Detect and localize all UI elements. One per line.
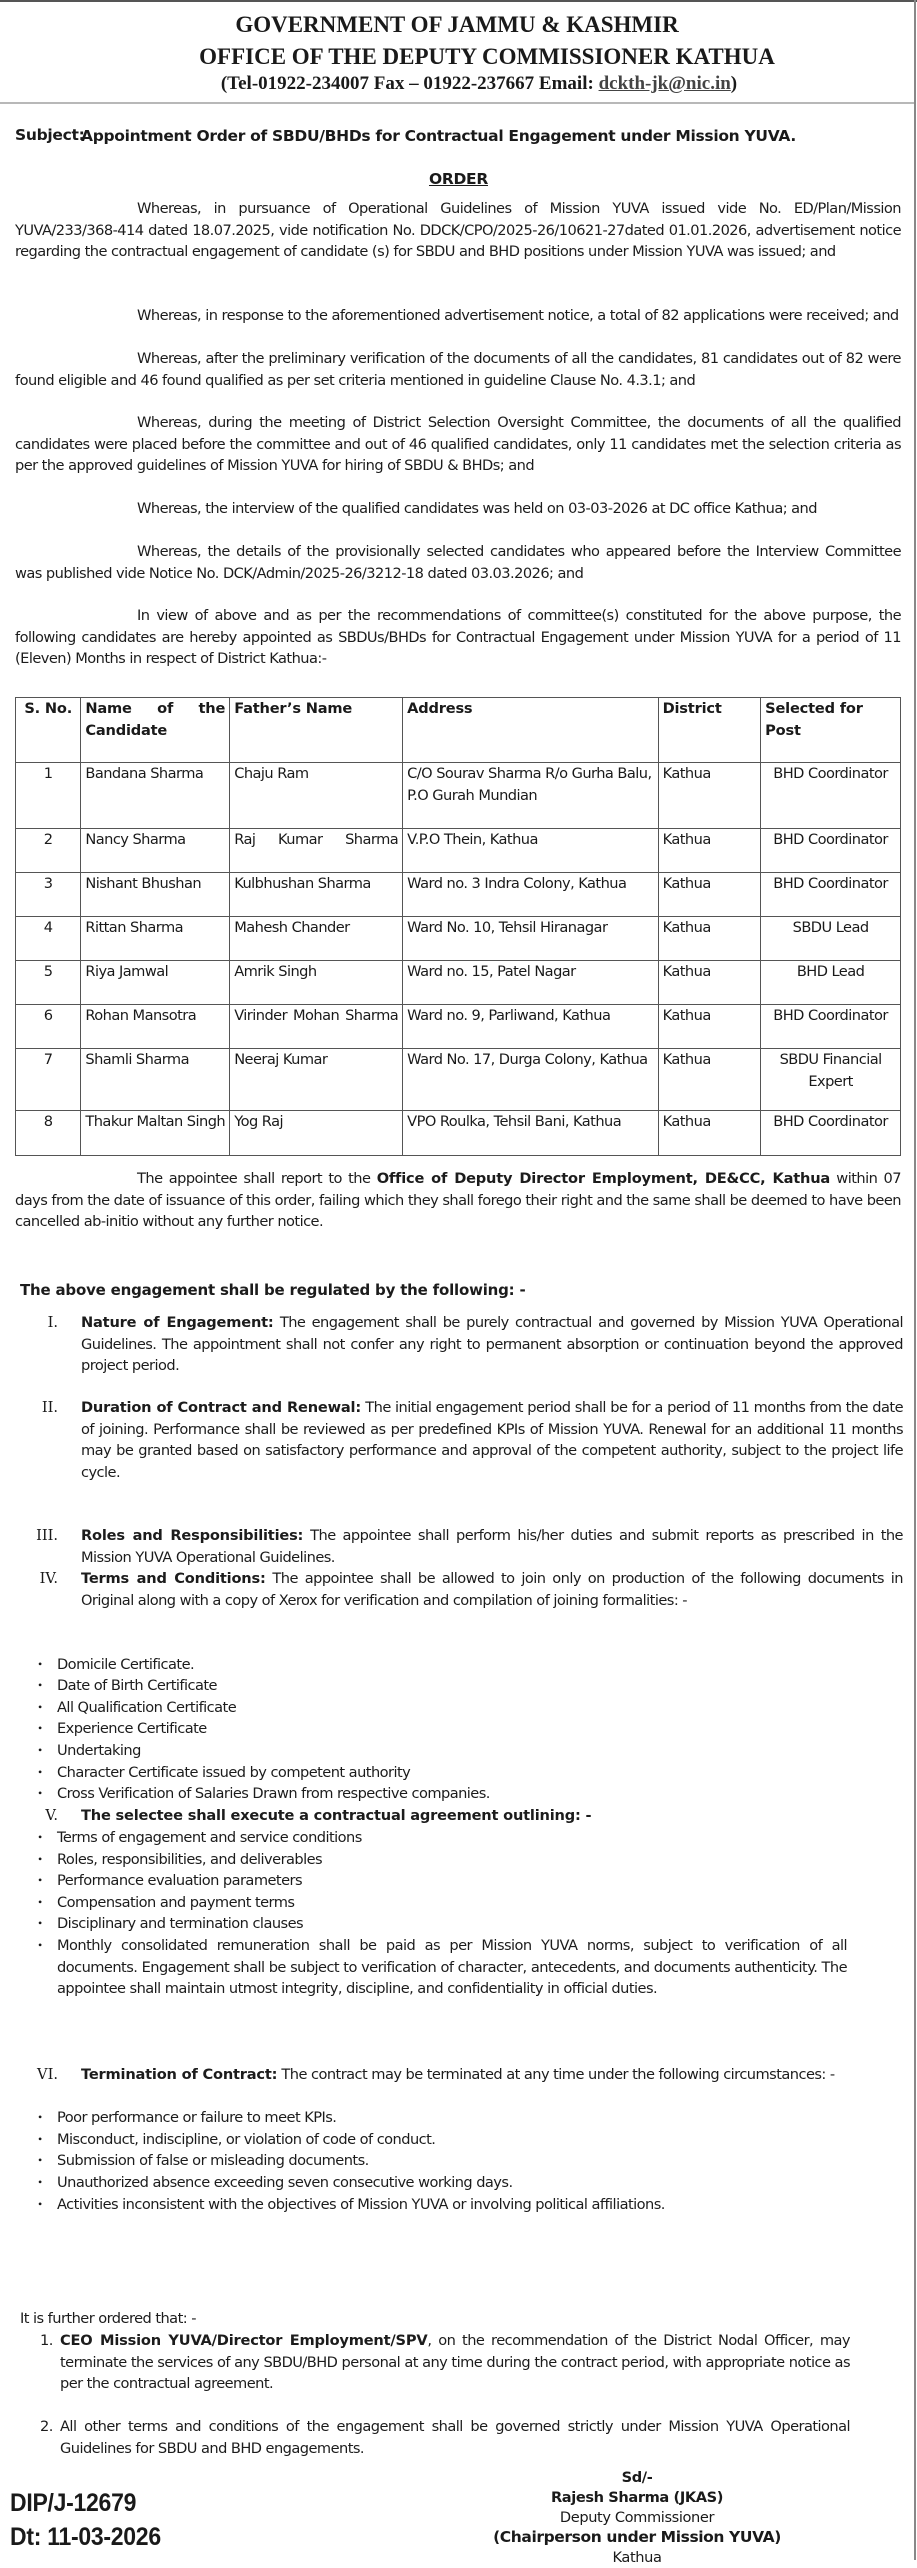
cell-district: Kathua (658, 1005, 761, 1049)
bullet-icon: • (38, 2197, 43, 2211)
cell-father-name: Virinder Mohan Sharma (230, 1005, 403, 1049)
document-item: All Qualification Certificate (57, 1699, 237, 1716)
agreement-item: Monthly consolidated remuneration shall be paid as per Mission YUVA norms, subject to verification of all documents. Engagement shall be subject to verification of character, antecedents, and documents authenticity. The appointee shall maintain utmost integrity, discipline, and confidentiality in official duties. (57, 1937, 847, 1997)
whereas-paragraph-2: Whereas, in response to the aforementioned advertisement notice, a total of 82 applications were received; and (137, 307, 899, 324)
table-row (16, 1111, 901, 1156)
order-title: ORDER (428, 170, 488, 188)
clause-number: I. (47, 1314, 58, 1331)
candidates-table (15, 697, 901, 1156)
clause-body: The contract may be terminated at any time under the following circumstances: - (277, 2066, 835, 2083)
cell-district: Kathua (658, 829, 761, 873)
cell-post: BHD Coordinator (761, 763, 901, 829)
signatory-designation: Deputy Commissioner (559, 2509, 715, 2526)
bullet-icon: • (38, 2110, 43, 2124)
clause-number: IV. (39, 1570, 58, 1587)
cell-address: Ward No. 17, Durga Colony, Kathua (403, 1049, 658, 1111)
bullet-icon: • (38, 1657, 43, 1671)
bullet-icon: • (38, 1786, 43, 1800)
clause-body: The appointee shall perform his/her duties and submit reports as prescribed in the Mission YUVA Operational Guidelines. (81, 1527, 903, 1566)
clause-text (81, 1805, 903, 1827)
cell-sno: 8 (16, 1111, 81, 1156)
bullet-icon: • (38, 1938, 43, 1952)
bullet-icon: • (38, 1721, 43, 1735)
cell-candidate-name: Nancy Sharma (81, 829, 230, 873)
table-row (16, 1049, 901, 1111)
termination-item: Activities inconsistent with the objectives of Mission YUVA or involving political affiliations. (57, 2196, 665, 2213)
whereas-paragraph-7: In view of above and as per the recommendations of committee(s) constituted for the above purpose, the following candidates are hereby appointed as SBDUs/BHDs for Contractual Engagement under Mission YUVA for a period of 11 (Eleven) Months in respect of District Kathua:- (15, 607, 901, 667)
agreement-item: Performance evaluation parameters (57, 1872, 303, 1889)
bullet-icon: • (38, 1852, 43, 1866)
bullet-icon: • (38, 2153, 43, 2167)
agreement-item: Roles, responsibilities, and deliverables (57, 1851, 323, 1868)
cell-candidate-name: Thakur Maltan Singh (81, 1111, 230, 1156)
cell-post: BHD Coordinator (761, 1005, 901, 1049)
cell-address: V.P.O Thein, Kathua (403, 829, 658, 873)
cell-post: SBDU Lead (761, 917, 901, 961)
table-row (16, 873, 901, 917)
cell-district: Kathua (658, 873, 761, 917)
signatory-name: Rajesh Sharma (JKAS) (550, 2489, 724, 2506)
clause-text (81, 1568, 903, 1611)
cell-candidate-name: Rohan Mansotra (81, 1005, 230, 1049)
cell-address: Ward No. 10, Tehsil Hiranagar (403, 917, 658, 961)
cell-sno: 1 (16, 763, 81, 829)
further-item (60, 2330, 850, 2395)
cell-district: Kathua (658, 763, 761, 829)
clause-title: Duration of Contract and Renewal: (81, 1399, 361, 1416)
further-item-text: , on the recommendation of the District Nodal Officer, may terminate the services of any SBDU/BHD personal at any time during the contract period, with appropriate notice as per the contractual agreement. (60, 2332, 850, 2392)
cell-sno: 4 (16, 917, 81, 961)
frame-right-border (914, 0, 916, 2560)
whereas-paragraph-6: Whereas, the details of the provisionally selected candidates who appeared before the Interview Committee was published vide Notice No. DCK/Admin/2025-26/3212-18 dated 03.03.2026; and (15, 543, 901, 582)
header-address: Address (403, 698, 658, 763)
further-item (60, 2416, 850, 2459)
clause-title: Terms and Conditions: (81, 1570, 266, 1587)
document-item: Experience Certificate (57, 1720, 207, 1737)
document-item: Character Certificate issued by competent authority (57, 1764, 411, 1781)
further-number: 1. (40, 2332, 53, 2349)
clause-body: The engagement shall be purely contractual and governed by Mission YUVA Operational Guidelines. The appointment shall not confer any right to permanent absorption or continuation beyond the approved project period. (81, 1314, 903, 1374)
cell-district: Kathua (658, 961, 761, 1005)
clause-title: The selectee shall execute a contractual agreement outlining: - (81, 1807, 592, 1824)
subject-text: Appointment Order of SBDU/BHDs for Contractual Engagement under Mission YUVA. (81, 127, 796, 145)
header-father-name: Father’s Name (230, 698, 403, 763)
whereas-paragraph-3: Whereas, after the preliminary verification of the documents of all the candidates, 81 candidates out of 82 were found eligible and 46 found qualified as per set criteria mentioned in guideline Clause No. 4.3.1; and (15, 350, 901, 389)
bullet-icon: • (38, 2132, 43, 2146)
cell-candidate-name: Shamli Sharma (81, 1049, 230, 1111)
bullet-icon: • (38, 1765, 43, 1779)
cell-post: BHD Coordinator (761, 829, 901, 873)
bullet-icon: • (38, 1678, 43, 1692)
termination-item: Poor performance or failure to meet KPIs. (57, 2109, 337, 2126)
clause-title: Nature of Engagement: (81, 1314, 274, 1331)
letterhead-government: GOVERNMENT OF JAMMU & KASHMIR (235, 12, 679, 37)
cell-district: Kathua (658, 917, 761, 961)
clause-number: II. (41, 1399, 58, 1416)
whereas-paragraph-4: Whereas, during the meeting of District Selection Oversight Committee, the documents of all the qualified candidates were placed before the committee and out of 46 qualified candidates, only 11 candidates met the selection criteria as per the approved guidelines of Mission YUVA for hiring of SBDU & BHDs; and (15, 414, 901, 474)
cell-post: BHD Lead (761, 961, 901, 1005)
document-item: Domicile Certificate. (57, 1656, 195, 1673)
letterhead-divider (0, 102, 914, 104)
cell-father-name: Chaju Ram (230, 763, 403, 829)
document-item: Cross Verification of Salaries Drawn from respective companies. (57, 1785, 490, 1802)
cell-address: C/O Sourav Sharma R/o Gurha Balu, P.O Gurah Mundian (403, 763, 658, 829)
cell-district: Kathua (658, 1111, 761, 1156)
dip-reference: DIP/J-12679 (10, 2489, 137, 2517)
table-header-row (16, 698, 901, 763)
document-item: Undertaking (57, 1742, 141, 1759)
cell-candidate-name: Rittan Sharma (81, 917, 230, 961)
dip-date: Dt: 11-03-2026 (10, 2523, 161, 2551)
report-office: Office of Deputy Director Employment, DE&CC, Kathua (376, 1170, 831, 1187)
cell-district: Kathua (658, 1049, 761, 1111)
agreement-item: Compensation and payment terms (57, 1894, 295, 1911)
cell-father-name: Kulbhushan Sharma (230, 873, 403, 917)
header-candidate-name: Name of the Candidate (81, 698, 230, 763)
header-sno: S. No. (16, 698, 81, 763)
cell-address: Ward no. 15, Patel Nagar (403, 961, 658, 1005)
whereas-paragraph-1: Whereas, in pursuance of Operational Guidelines of Mission YUVA issued vide No. ED/Plan/Mission YUVA/233/368-414 dated 18.07.2025, vide notification No. DDCK/CPO/2025-26/10621-27dated 01.01.2026, advertisement notice regarding the contractual engagement of candidate (s) for SBDU and BHD positions under Mission YUVA was issued; and (15, 200, 901, 260)
frame-top-border (0, 0, 917, 2)
cell-post: BHD Coordinator (761, 1111, 901, 1156)
bullet-icon: • (38, 2175, 43, 2189)
bullet-icon: • (38, 1830, 43, 1844)
letterhead-contact (22, 73, 917, 95)
document-item: Date of Birth Certificate (57, 1677, 217, 1694)
cell-sno: 3 (16, 873, 81, 917)
clause-number: V. (45, 1807, 58, 1824)
clause-number: III. (36, 1527, 58, 1544)
subject-label: Subject: (15, 126, 85, 144)
cell-candidate-name: Bandana Sharma (81, 763, 230, 829)
bullet-icon: • (38, 1916, 43, 1930)
clause-text (81, 1312, 903, 1377)
further-number: 2. (40, 2418, 53, 2435)
regulated-heading: The above engagement shall be regulated by the following: - (20, 1281, 526, 1299)
clause-title: Termination of Contract: (81, 2066, 278, 2083)
header-district: District (658, 698, 761, 763)
cell-address: Ward no. 3 Indra Colony, Kathua (403, 873, 658, 917)
report-suffix: within 07 days from the date of issuance of this order, failing which they shall forego their right and the same shall be deemed to have been cancelled ab-initio without any further notice. (15, 1170, 901, 1230)
termination-item: Misconduct, indiscipline, or violation of code of conduct. (57, 2131, 436, 2148)
bullet-icon: • (38, 1873, 43, 1887)
letterhead-office: OFFICE OF THE DEPUTY COMMISSIONER KATHUA (199, 44, 775, 69)
termination-item: Unauthorized absence exceeding seven consecutive working days. (57, 2174, 513, 2191)
cell-post: SBDU Financial Expert (761, 1049, 901, 1111)
cell-father-name: Yog Raj (230, 1111, 403, 1156)
clause-body: The appointee shall be allowed to join only on production of the following documents in Original along with a copy of Xerox for verification and compilation of joining formalities: - (81, 1570, 903, 1609)
cell-address: VPO Roulka, Tehsil Bani, Kathua (403, 1111, 658, 1156)
email-link[interactable]: dckth-jk@nic.in (598, 73, 731, 94)
bullet-icon: • (38, 1895, 43, 1909)
agreement-item: Terms of engagement and service conditions (57, 1829, 362, 1846)
contact-close: ) (730, 73, 738, 94)
table-row (16, 1005, 901, 1049)
clause-title: Roles and Responsibilities: (81, 1527, 304, 1544)
bullet-icon: • (38, 1700, 43, 1714)
further-intro: It is further ordered that: - (20, 2310, 196, 2327)
cell-father-name: Raj Kumar Sharma (230, 829, 403, 873)
contact-text: (Tel-01922-234007 Fax – 01922-237667 Email: (220, 73, 599, 94)
further-item-text: All other terms and conditions of the engagement shall be governed strictly under Mission YUVA Operational Guidelines for SBDU and BHD engagements. (60, 2418, 850, 2457)
report-prefix: The appointee shall report to the (137, 1170, 377, 1187)
cell-candidate-name: Nishant Bhushan (81, 873, 230, 917)
table-row (16, 917, 901, 961)
header-post: Selected for Post (761, 698, 901, 763)
cell-sno: 5 (16, 961, 81, 1005)
clause-text (81, 2064, 871, 2086)
signature-sd: Sd/- (621, 2469, 653, 2486)
cell-candidate-name: Riya Jamwal (81, 961, 230, 1005)
whereas-paragraph-5: Whereas, the interview of the qualified candidates was held on 03-03-2026 at DC office Kathua; and (137, 500, 817, 517)
clause-body: The initial engagement period shall be for a period of 11 months from the date of joining. Performance shall be reviewed as per predefined KPIs of Mission YUVA. Renewal for an additional 11 months may be granted based on satisfactory performance and approval of the competent authority, subject to the project life cycle. (81, 1399, 903, 1481)
clause-number: VI. (37, 2066, 58, 2083)
signatory-role: (Chairperson under Mission YUVA) (493, 2528, 781, 2546)
further-item-bold: CEO Mission YUVA/Director Employment/SPV (60, 2332, 428, 2349)
signatory-place: Kathua (612, 2549, 662, 2566)
table-row (16, 829, 901, 873)
bullet-icon: • (38, 1743, 43, 1757)
agreement-item: Disciplinary and termination clauses (57, 1915, 304, 1932)
cell-father-name: Amrik Singh (230, 961, 403, 1005)
clause-text (81, 1397, 903, 1483)
cell-sno: 2 (16, 829, 81, 873)
cell-father-name: Neeraj Kumar (230, 1049, 403, 1111)
table-body (16, 763, 901, 1156)
report-paragraph (15, 1168, 901, 1233)
cell-sno: 6 (16, 1005, 81, 1049)
cell-address: Ward no. 9, Parliwand, Kathua (403, 1005, 658, 1049)
table-row (16, 763, 901, 829)
clause-text (81, 1525, 903, 1568)
cell-sno: 7 (16, 1049, 81, 1111)
table-row (16, 961, 901, 1005)
cell-post: BHD Coordinator (761, 873, 901, 917)
termination-item: Submission of false or misleading documents. (57, 2152, 369, 2169)
cell-father-name: Mahesh Chander (230, 917, 403, 961)
